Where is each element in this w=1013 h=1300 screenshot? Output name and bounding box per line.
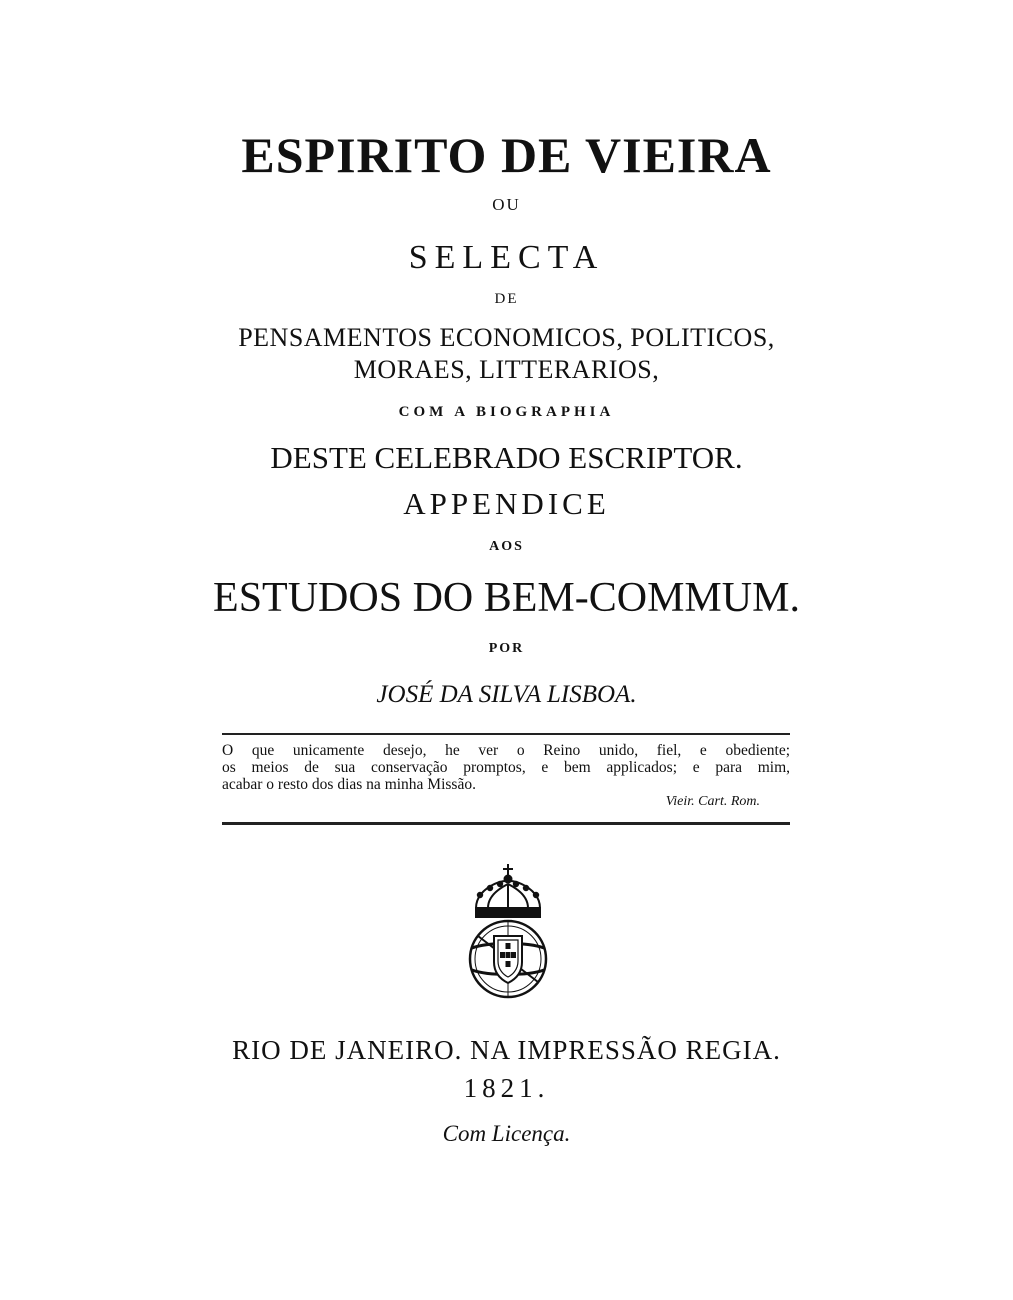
book-title: ESPIRITO DE VIEIRA xyxy=(241,127,772,183)
subtitle-aos: AOS xyxy=(489,539,524,554)
subtitle-ou: OU xyxy=(492,195,521,214)
publication-year: 1821. xyxy=(463,1073,550,1103)
epigraph-rule-top xyxy=(222,733,790,735)
imprint: RIO DE JANEIRO. NA IMPRESSÃO REGIA. xyxy=(232,1035,781,1065)
author-name: JOSÉ DA SILVA LISBOA. xyxy=(376,681,637,708)
epigraph-rule-bottom xyxy=(222,822,790,825)
epigraph xyxy=(222,742,790,793)
subtitle-de: DE xyxy=(494,291,519,307)
subtitle-appendice: APPENDICE xyxy=(403,486,610,521)
subtitle-selecta: SELECTA xyxy=(408,239,605,276)
subtitle-com-a-biographia: COM A BIOGRAPHIA xyxy=(398,404,615,420)
epigraph-source: Vieir. Cart. Rom. xyxy=(665,794,760,809)
licence-note: Com Licença. xyxy=(442,1121,571,1146)
royal-coat-of-arms-icon xyxy=(458,862,558,1002)
subtitle-deste-celebrado: DESTE CELEBRADO ESCRIPTOR. xyxy=(270,440,743,475)
epigraph-line: O que unicamente desejo, he ver o Reino unido, fiel, e obediente; xyxy=(222,742,790,759)
subtitle-pensamentos-line2: MORAES, LITTERARIOS, xyxy=(353,355,660,384)
byline-por: POR xyxy=(488,641,525,656)
epigraph-line: os meios de sua conservação promptos, e bem applicados; e para mim, xyxy=(222,759,790,776)
epigraph-line: acabar o resto dos dias na minha Missão. xyxy=(222,776,476,793)
subtitle-estudos: ESTUDOS DO BEM-COMMUM. xyxy=(213,575,800,621)
subtitle-pensamentos-line1: PENSAMENTOS ECONOMICOS, POLITICOS, xyxy=(238,323,775,352)
